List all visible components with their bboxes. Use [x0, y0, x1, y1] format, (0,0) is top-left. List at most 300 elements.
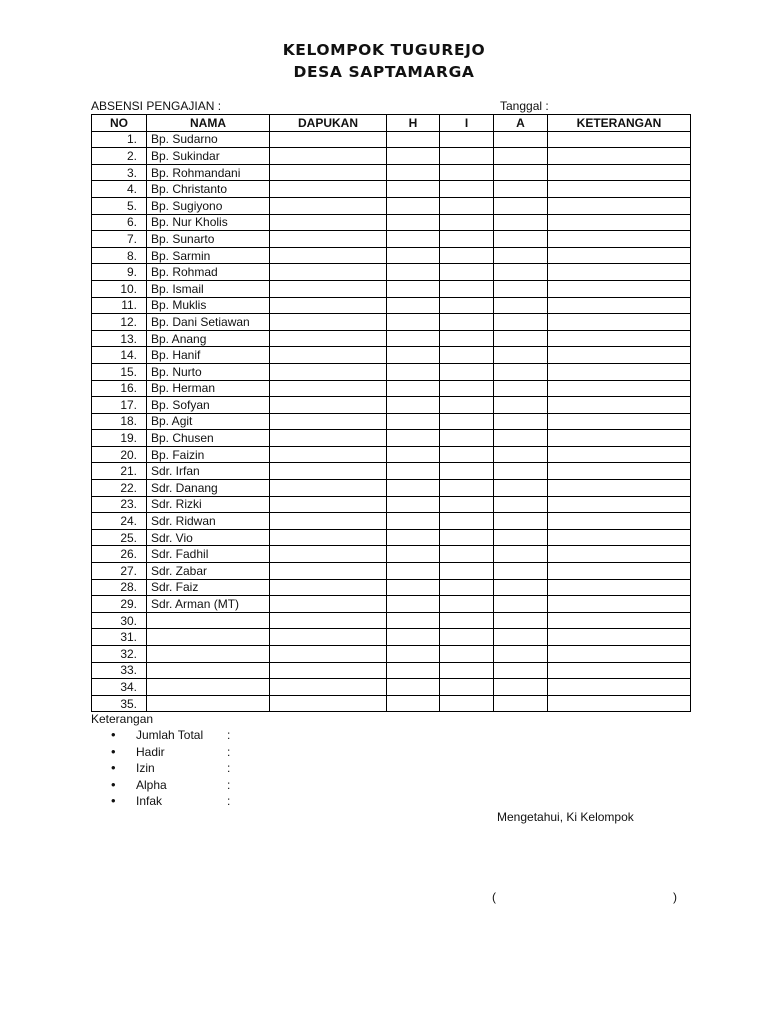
row-name: Bp. Sugiyono	[147, 197, 270, 214]
row-izin-cell	[440, 363, 494, 380]
row-hadir-cell	[387, 463, 440, 480]
row-dapukan-cell	[270, 280, 387, 297]
column-header-no: NO	[92, 115, 147, 132]
row-keterangan-cell	[548, 231, 691, 248]
row-number: 11.	[92, 297, 147, 314]
row-hadir-cell	[387, 297, 440, 314]
row-alpha-cell	[494, 695, 548, 712]
row-dapukan-cell	[270, 148, 387, 165]
row-hadir-cell	[387, 280, 440, 297]
row-name: Sdr. Vio	[147, 529, 270, 546]
row-number: 25.	[92, 529, 147, 546]
row-hadir-cell	[387, 397, 440, 414]
row-name: Bp. Sofyan	[147, 397, 270, 414]
row-izin-cell	[440, 529, 494, 546]
row-alpha-cell	[494, 596, 548, 613]
row-keterangan-cell	[548, 513, 691, 530]
table-row	[92, 579, 691, 596]
row-hadir-cell	[387, 596, 440, 613]
row-number: 22.	[92, 480, 147, 497]
row-alpha-cell	[494, 380, 548, 397]
row-number: 26.	[92, 546, 147, 563]
row-name: Sdr. Ridwan	[147, 513, 270, 530]
table-row	[92, 330, 691, 347]
row-number: 30.	[92, 612, 147, 629]
summary-colon: :	[227, 744, 231, 759]
attendance-table	[91, 114, 691, 712]
row-keterangan-cell	[548, 197, 691, 214]
row-izin-cell	[440, 264, 494, 281]
row-keterangan-cell	[548, 612, 691, 629]
row-name: Bp. Muklis	[147, 297, 270, 314]
row-izin-cell	[440, 430, 494, 447]
row-name: Sdr. Arman (MT)	[147, 596, 270, 613]
row-dapukan-cell	[270, 131, 387, 148]
row-name: Bp. Faizin	[147, 446, 270, 463]
row-alpha-cell	[494, 413, 548, 430]
row-alpha-cell	[494, 197, 548, 214]
table-row	[92, 612, 691, 629]
row-alpha-cell	[494, 446, 548, 463]
mengetahui-label: Mengetahui, Ki Kelompok	[497, 810, 634, 824]
row-dapukan-cell	[270, 529, 387, 546]
row-hadir-cell	[387, 314, 440, 331]
row-izin-cell	[440, 181, 494, 198]
row-keterangan-cell	[548, 148, 691, 165]
table-row	[92, 363, 691, 380]
row-keterangan-cell	[548, 679, 691, 696]
row-number: 12.	[92, 314, 147, 331]
row-name: Bp. Chusen	[147, 430, 270, 447]
row-izin-cell	[440, 496, 494, 513]
row-dapukan-cell	[270, 430, 387, 447]
row-name	[147, 612, 270, 629]
row-number: 20.	[92, 446, 147, 463]
summary-list	[111, 728, 271, 811]
row-number: 18.	[92, 413, 147, 430]
row-alpha-cell	[494, 214, 548, 231]
table-row	[92, 397, 691, 414]
row-alpha-cell	[494, 496, 548, 513]
row-hadir-cell	[387, 679, 440, 696]
row-keterangan-cell	[548, 579, 691, 596]
table-row	[92, 247, 691, 264]
row-izin-cell	[440, 413, 494, 430]
row-izin-cell	[440, 214, 494, 231]
row-number: 9.	[92, 264, 147, 281]
bullet-icon: •	[111, 727, 116, 742]
row-name: Sdr. Irfan	[147, 463, 270, 480]
row-keterangan-cell	[548, 330, 691, 347]
row-keterangan-cell	[548, 629, 691, 646]
row-number: 14.	[92, 347, 147, 364]
row-keterangan-cell	[548, 480, 691, 497]
row-name	[147, 695, 270, 712]
row-name	[147, 662, 270, 679]
row-izin-cell	[440, 662, 494, 679]
table-row	[92, 297, 691, 314]
row-number: 19.	[92, 430, 147, 447]
row-hadir-cell	[387, 380, 440, 397]
row-name: Bp. Anang	[147, 330, 270, 347]
table-row	[92, 646, 691, 663]
row-name: Bp. Sukindar	[147, 148, 270, 165]
bullet-icon: •	[111, 776, 116, 792]
row-hadir-cell	[387, 529, 440, 546]
row-dapukan-cell	[270, 662, 387, 679]
row-hadir-cell	[387, 480, 440, 497]
row-izin-cell	[440, 695, 494, 712]
row-izin-cell	[440, 463, 494, 480]
row-izin-cell	[440, 131, 494, 148]
row-hadir-cell	[387, 563, 440, 580]
row-keterangan-cell	[548, 662, 691, 679]
row-hadir-cell	[387, 612, 440, 629]
table-row	[92, 264, 691, 281]
row-keterangan-cell	[548, 695, 691, 712]
row-izin-cell	[440, 563, 494, 580]
summary-item	[111, 745, 271, 762]
row-name: Bp. Rohmandani	[147, 164, 270, 181]
table-row	[92, 380, 691, 397]
table-row	[92, 347, 691, 364]
tanggal-label: Tanggal :	[500, 99, 549, 113]
row-izin-cell	[440, 231, 494, 248]
table-row	[92, 496, 691, 513]
row-izin-cell	[440, 380, 494, 397]
row-dapukan-cell	[270, 330, 387, 347]
row-hadir-cell	[387, 446, 440, 463]
row-number: 27.	[92, 563, 147, 580]
row-keterangan-cell	[548, 546, 691, 563]
row-keterangan-cell	[548, 529, 691, 546]
row-dapukan-cell	[270, 480, 387, 497]
table-row	[92, 679, 691, 696]
row-alpha-cell	[494, 513, 548, 530]
row-dapukan-cell	[270, 679, 387, 696]
row-alpha-cell	[494, 480, 548, 497]
row-number: 15.	[92, 363, 147, 380]
row-dapukan-cell	[270, 363, 387, 380]
row-dapukan-cell	[270, 380, 387, 397]
row-izin-cell	[440, 164, 494, 181]
table-row	[92, 563, 691, 580]
row-hadir-cell	[387, 247, 440, 264]
row-alpha-cell	[494, 148, 548, 165]
row-izin-cell	[440, 297, 494, 314]
row-alpha-cell	[494, 430, 548, 447]
row-izin-cell	[440, 247, 494, 264]
row-name: Bp. Dani Setiawan	[147, 314, 270, 331]
row-izin-cell	[440, 612, 494, 629]
table-row	[92, 446, 691, 463]
row-dapukan-cell	[270, 579, 387, 596]
table-row	[92, 181, 691, 198]
row-dapukan-cell	[270, 646, 387, 663]
row-number: 5.	[92, 197, 147, 214]
row-alpha-cell	[494, 612, 548, 629]
row-name: Sdr. Faiz	[147, 579, 270, 596]
row-dapukan-cell	[270, 612, 387, 629]
row-hadir-cell	[387, 264, 440, 281]
row-izin-cell	[440, 197, 494, 214]
signature-paren-open: (	[492, 890, 496, 904]
row-hadir-cell	[387, 413, 440, 430]
row-hadir-cell	[387, 546, 440, 563]
row-dapukan-cell	[270, 181, 387, 198]
bullet-icon: •	[111, 760, 116, 776]
row-number: 21.	[92, 463, 147, 480]
row-number: 16.	[92, 380, 147, 397]
row-number: 24.	[92, 513, 147, 530]
row-keterangan-cell	[548, 380, 691, 397]
row-number: 17.	[92, 397, 147, 414]
row-dapukan-cell	[270, 314, 387, 331]
row-name: Bp. Sarmin	[147, 247, 270, 264]
row-dapukan-cell	[270, 629, 387, 646]
row-name: Sdr. Danang	[147, 480, 270, 497]
row-keterangan-cell	[548, 297, 691, 314]
row-name: Bp. Nurto	[147, 363, 270, 380]
summary-label: Infak	[136, 794, 163, 809]
row-hadir-cell	[387, 131, 440, 148]
table-row	[92, 164, 691, 181]
row-hadir-cell	[387, 363, 440, 380]
row-izin-cell	[440, 148, 494, 165]
row-dapukan-cell	[270, 695, 387, 712]
summary-item	[111, 728, 271, 745]
summary-item	[111, 778, 271, 795]
row-dapukan-cell	[270, 214, 387, 231]
row-izin-cell	[440, 579, 494, 596]
row-dapukan-cell	[270, 596, 387, 613]
row-dapukan-cell	[270, 446, 387, 463]
row-keterangan-cell	[548, 280, 691, 297]
bullet-icon: •	[111, 793, 116, 809]
row-izin-cell	[440, 646, 494, 663]
row-alpha-cell	[494, 579, 548, 596]
row-number: 31.	[92, 629, 147, 646]
row-hadir-cell	[387, 579, 440, 596]
row-izin-cell	[440, 446, 494, 463]
row-alpha-cell	[494, 264, 548, 281]
summary-item	[111, 794, 271, 811]
row-name: Sdr. Rizki	[147, 496, 270, 513]
row-alpha-cell	[494, 330, 548, 347]
row-number: 34.	[92, 679, 147, 696]
summary-colon: :	[227, 728, 231, 742]
row-alpha-cell	[494, 181, 548, 198]
row-keterangan-cell	[548, 446, 691, 463]
row-number: 10.	[92, 280, 147, 297]
row-keterangan-cell	[548, 563, 691, 580]
summary-item	[111, 761, 271, 778]
row-dapukan-cell	[270, 347, 387, 364]
row-alpha-cell	[494, 131, 548, 148]
row-izin-cell	[440, 596, 494, 613]
column-header-i: I	[440, 115, 494, 132]
row-number: 33.	[92, 662, 147, 679]
row-alpha-cell	[494, 164, 548, 181]
row-alpha-cell	[494, 529, 548, 546]
row-alpha-cell	[494, 546, 548, 563]
absensi-label: ABSENSI PENGAJIAN :	[91, 99, 222, 113]
table-row	[92, 314, 691, 331]
row-name: Bp. Agit	[147, 413, 270, 430]
row-keterangan-cell	[548, 413, 691, 430]
row-alpha-cell	[494, 363, 548, 380]
column-header-keterangan: KETERANGAN	[548, 115, 691, 132]
row-hadir-cell	[387, 662, 440, 679]
table-row	[92, 480, 691, 497]
row-name: Bp. Sudarno	[147, 131, 270, 148]
row-number: 23.	[92, 496, 147, 513]
row-number: 1.	[92, 131, 147, 148]
row-hadir-cell	[387, 330, 440, 347]
row-keterangan-cell	[548, 496, 691, 513]
column-header-h: H	[387, 115, 440, 132]
table-row	[92, 131, 691, 148]
row-name: Sdr. Fadhil	[147, 546, 270, 563]
row-number: 6.	[92, 214, 147, 231]
summary-colon: :	[227, 777, 231, 792]
row-number: 2.	[92, 148, 147, 165]
row-alpha-cell	[494, 231, 548, 248]
signature-paren-close: )	[673, 890, 677, 904]
attendance-table-body	[92, 131, 691, 712]
row-izin-cell	[440, 314, 494, 331]
row-dapukan-cell	[270, 413, 387, 430]
row-dapukan-cell	[270, 297, 387, 314]
row-name: Bp. Hanif	[147, 347, 270, 364]
table-row	[92, 695, 691, 712]
table-header-row	[92, 115, 691, 132]
row-number: 29.	[92, 596, 147, 613]
row-hadir-cell	[387, 695, 440, 712]
row-alpha-cell	[494, 563, 548, 580]
row-izin-cell	[440, 629, 494, 646]
row-name: Bp. Sunarto	[147, 231, 270, 248]
row-name	[147, 646, 270, 663]
row-keterangan-cell	[548, 264, 691, 281]
summary-colon: :	[227, 761, 231, 776]
row-name: Bp. Ismail	[147, 280, 270, 297]
row-keterangan-cell	[548, 164, 691, 181]
row-alpha-cell	[494, 297, 548, 314]
row-number: 8.	[92, 247, 147, 264]
table-row	[92, 148, 691, 165]
row-keterangan-cell	[548, 247, 691, 264]
table-row	[92, 513, 691, 530]
table-row	[92, 197, 691, 214]
row-hadir-cell	[387, 430, 440, 447]
table-row	[92, 662, 691, 679]
row-alpha-cell	[494, 280, 548, 297]
row-izin-cell	[440, 679, 494, 696]
row-hadir-cell	[387, 513, 440, 530]
row-number: 28.	[92, 579, 147, 596]
row-dapukan-cell	[270, 496, 387, 513]
row-dapukan-cell	[270, 264, 387, 281]
row-number: 7.	[92, 231, 147, 248]
document-title: KELOMPOK TUGUREJO	[282, 41, 486, 59]
summary-label: Izin	[136, 761, 155, 776]
table-row	[92, 214, 691, 231]
row-alpha-cell	[494, 679, 548, 696]
row-dapukan-cell	[270, 513, 387, 530]
row-izin-cell	[440, 347, 494, 364]
row-keterangan-cell	[548, 347, 691, 364]
row-hadir-cell	[387, 148, 440, 165]
row-dapukan-cell	[270, 247, 387, 264]
row-hadir-cell	[387, 197, 440, 214]
row-alpha-cell	[494, 314, 548, 331]
row-dapukan-cell	[270, 397, 387, 414]
row-dapukan-cell	[270, 164, 387, 181]
row-number: 4.	[92, 181, 147, 198]
table-row	[92, 430, 691, 447]
row-izin-cell	[440, 280, 494, 297]
row-hadir-cell	[387, 164, 440, 181]
table-row	[92, 629, 691, 646]
row-alpha-cell	[494, 463, 548, 480]
row-alpha-cell	[494, 646, 548, 663]
row-number: 32.	[92, 646, 147, 663]
row-dapukan-cell	[270, 231, 387, 248]
row-hadir-cell	[387, 214, 440, 231]
row-keterangan-cell	[548, 430, 691, 447]
row-number: 13.	[92, 330, 147, 347]
table-row	[92, 463, 691, 480]
row-alpha-cell	[494, 662, 548, 679]
row-dapukan-cell	[270, 546, 387, 563]
row-keterangan-cell	[548, 181, 691, 198]
row-hadir-cell	[387, 629, 440, 646]
summary-label: Hadir	[136, 744, 165, 759]
table-row	[92, 413, 691, 430]
row-name	[147, 679, 270, 696]
row-hadir-cell	[387, 646, 440, 663]
bullet-icon: •	[111, 743, 116, 759]
table-row	[92, 546, 691, 563]
row-name: Bp. Herman	[147, 380, 270, 397]
row-dapukan-cell	[270, 197, 387, 214]
row-name: Bp. Nur Kholis	[147, 214, 270, 231]
row-izin-cell	[440, 546, 494, 563]
row-alpha-cell	[494, 347, 548, 364]
row-izin-cell	[440, 330, 494, 347]
row-keterangan-cell	[548, 131, 691, 148]
row-alpha-cell	[494, 629, 548, 646]
summary-colon: :	[227, 794, 231, 809]
row-hadir-cell	[387, 347, 440, 364]
column-header-a: A	[494, 115, 548, 132]
table-row	[92, 596, 691, 613]
row-keterangan-cell	[548, 214, 691, 231]
row-dapukan-cell	[270, 463, 387, 480]
summary-label: Alpha	[136, 777, 167, 792]
column-header-nama: NAMA	[147, 115, 270, 132]
row-number: 35.	[92, 695, 147, 712]
table-row	[92, 529, 691, 546]
row-hadir-cell	[387, 231, 440, 248]
column-header-dapukan: DAPUKAN	[270, 115, 387, 132]
row-dapukan-cell	[270, 563, 387, 580]
row-keterangan-cell	[548, 646, 691, 663]
row-alpha-cell	[494, 247, 548, 264]
summary-label: Jumlah Total	[136, 728, 204, 742]
row-name	[147, 629, 270, 646]
